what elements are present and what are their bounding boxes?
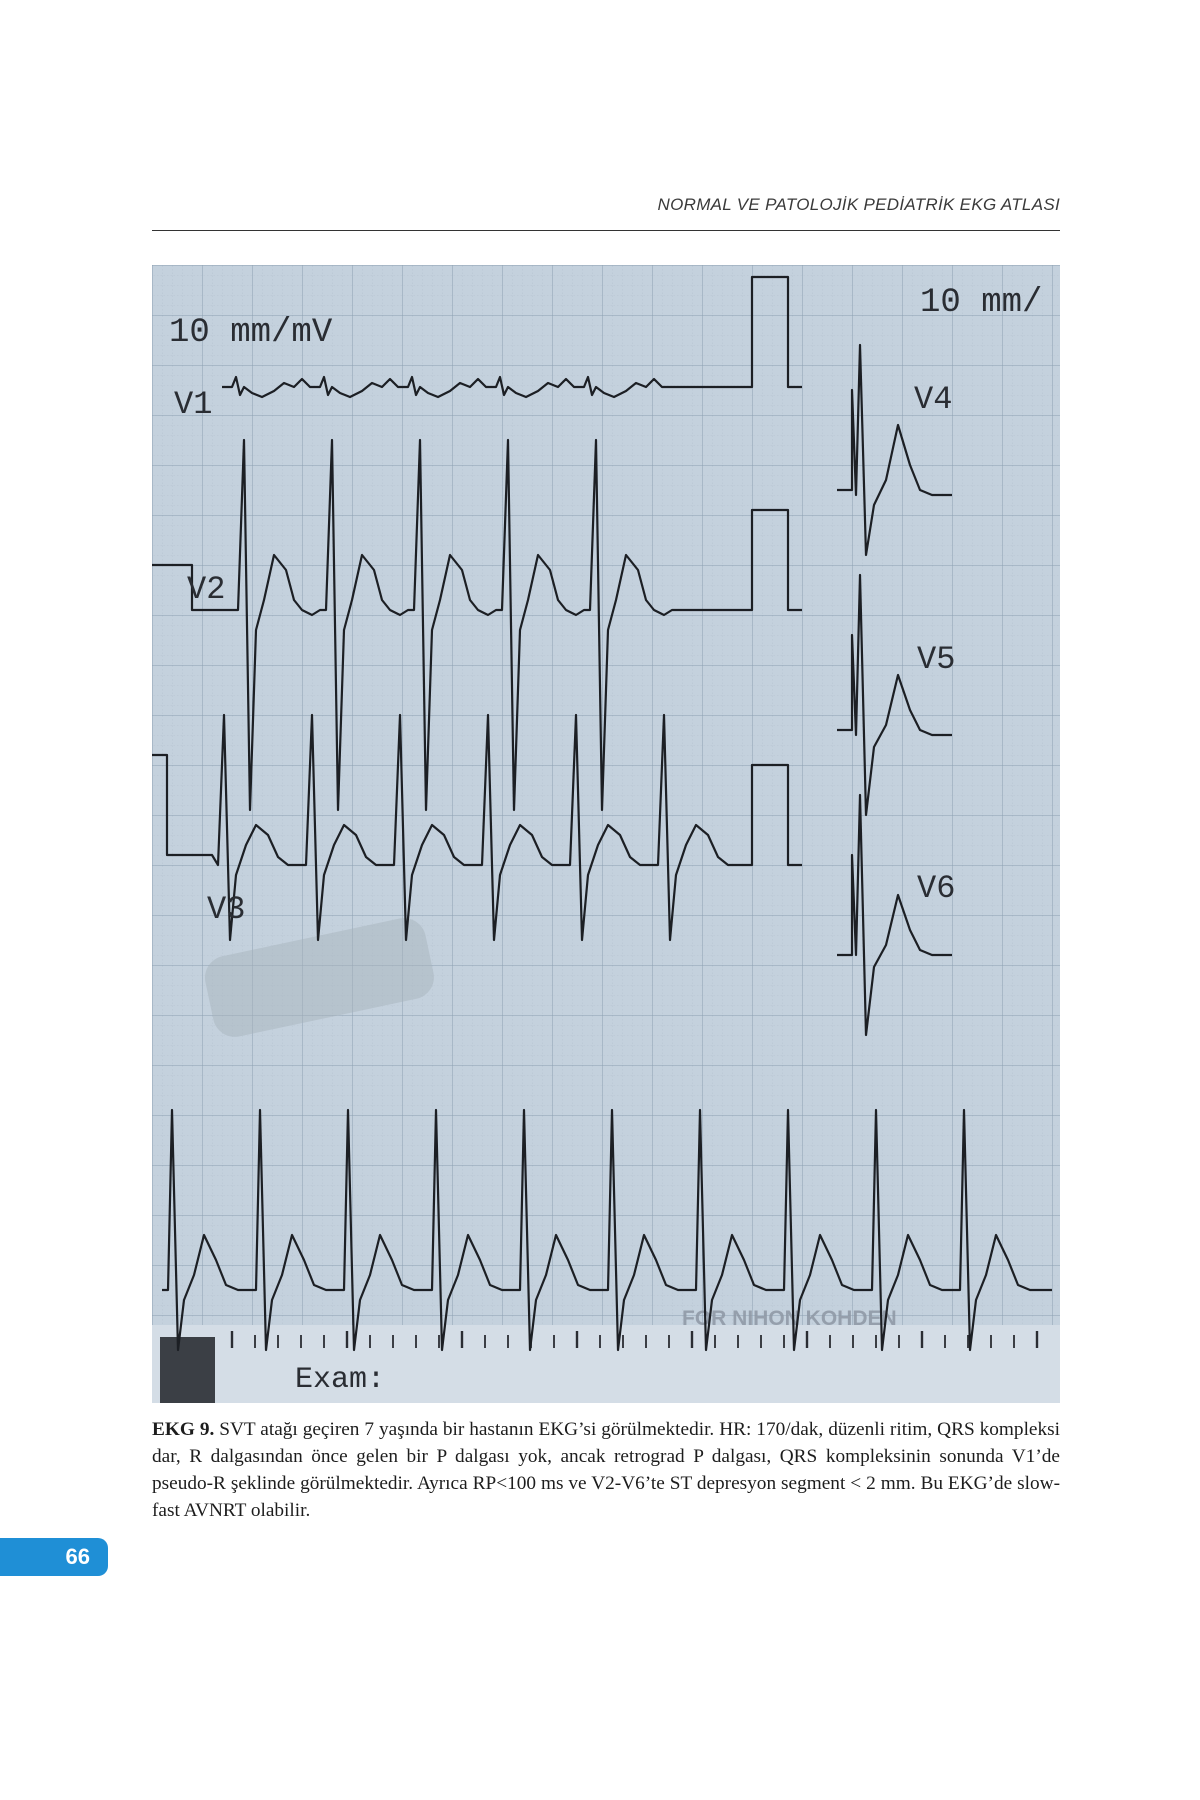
figure-caption — [152, 1416, 1060, 1524]
lead-label-v3: V3 — [207, 891, 246, 928]
gain-label-left: 10 mm/mV — [169, 314, 333, 352]
page-number: 66 — [65, 1544, 90, 1569]
ecg-grid — [152, 265, 1060, 1403]
lead-label-v4: V4 — [914, 381, 953, 418]
lead-label-v2: V2 — [187, 571, 226, 608]
running-header: NORMAL VE PATOLOJİK PEDİATRİK EKG ATLASI — [657, 195, 1060, 214]
lead-label-v6: V6 — [917, 870, 956, 907]
page-number-tab — [0, 1538, 108, 1576]
gain-label-right: 10 mm/ — [920, 284, 1043, 322]
caption-text: SVT atağı geçiren 7 yaşında bir hastanın EKG’si görülmektedir. HR: 170/dak, düzenli ritim, QRS kompleksi dar, R dalgasından önce gelen bir P dalgası yok, ancak retrograd P dalgası, QRS kompleksinin sonunda V1’de pseudo-R şeklinde görülmektedir. Ayrıca RP<100 ms ve V2-V6’te ST depresyon segment < 2 mm. Bu EKG’de slow-fast AVNRT olabilir. — [152, 1419, 1060, 1521]
ecg-strip-photo — [152, 265, 1060, 1403]
ecg-bottom-band — [152, 1325, 1060, 1403]
caption-label: EKG 9. — [152, 1419, 215, 1440]
dark-marker-block — [160, 1337, 215, 1403]
exam-label: Exam: — [295, 1363, 386, 1397]
lead-label-v1: V1 — [174, 386, 213, 423]
lead-label-v5: V5 — [917, 641, 956, 678]
watermark-text: FOR NIHON KOHDEN — [682, 1307, 897, 1330]
header-rule — [152, 230, 1060, 231]
